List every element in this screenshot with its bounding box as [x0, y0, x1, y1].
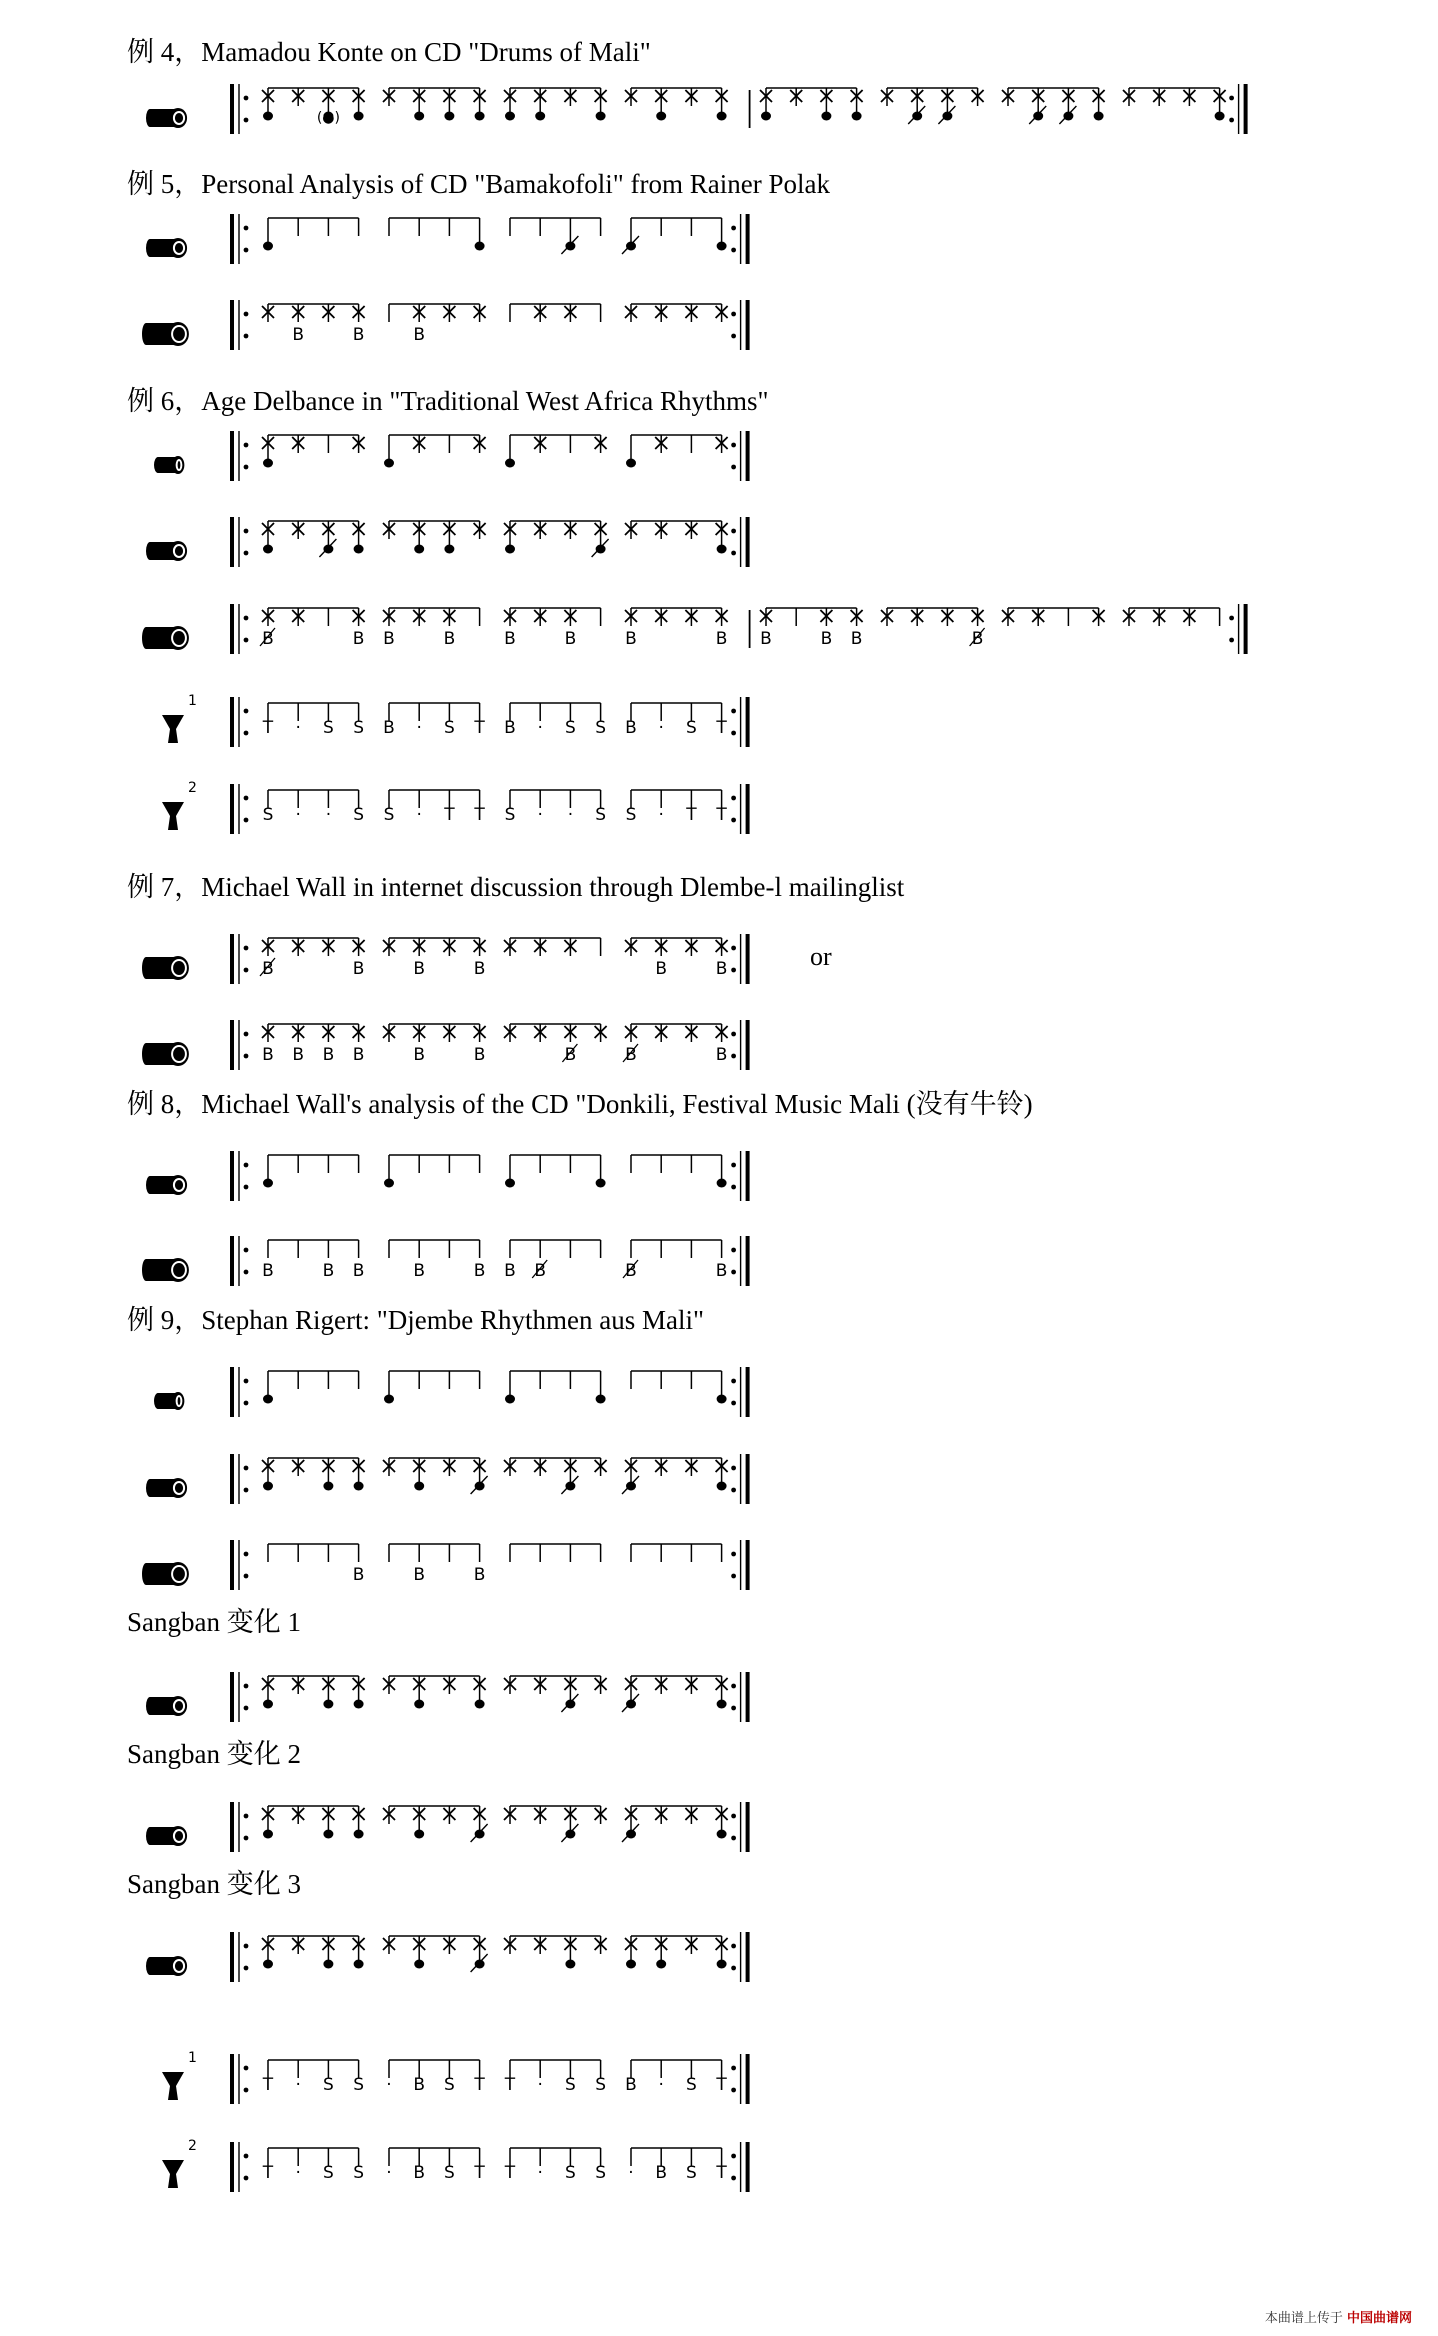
stroke-symbol: T: [262, 2163, 274, 2183]
stroke-symbol: S: [595, 2075, 606, 2095]
svg-text:B: B: [413, 1565, 426, 1585]
stroke-symbol: S: [323, 2075, 334, 2095]
stroke-symbol: S: [444, 2075, 455, 2095]
svg-text:B: B: [473, 1045, 486, 1065]
svg-text:B: B: [473, 1261, 486, 1281]
notation-staff-row: [0, 1008, 1438, 1092]
stroke-symbol: S: [565, 718, 576, 738]
stroke-symbol: ·: [537, 718, 543, 738]
rhythm-notation: [0, 2130, 1438, 2214]
example-heading: 例 8，Michael Wall's analysis of the CD "Donkili, Festival Music Mali (没有牛铃): [127, 1089, 1033, 1119]
stroke-symbol: S: [383, 805, 395, 825]
stroke-symbol: ·: [295, 718, 301, 738]
example-heading: 例 7，Michael Wall in internet discussion through Dlembe-l mailinglist: [127, 872, 905, 902]
rhythm-notation: [0, 922, 1438, 1006]
stroke-symbol: T: [504, 2163, 516, 2183]
svg-text:B: B: [534, 1261, 547, 1281]
svg-text:B: B: [292, 1045, 305, 1065]
svg-text:B: B: [850, 629, 863, 649]
stroke-symbol: S: [595, 2163, 606, 2183]
stroke-symbol: ·: [537, 805, 543, 825]
stroke-symbol: S: [625, 805, 637, 825]
svg-text:B: B: [971, 629, 984, 649]
stroke-symbol: S: [262, 805, 274, 825]
svg-text:B: B: [504, 1261, 516, 1281]
stroke-symbol: S: [565, 2075, 576, 2095]
rhythm-notation: [0, 2042, 1438, 2126]
notation-staff-row: [0, 1920, 1438, 2004]
svg-text:B: B: [413, 959, 426, 979]
djembe-part-number: 1: [188, 2050, 197, 2066]
stroke-symbol: S: [444, 2163, 455, 2183]
optional-note-mark: (●): [316, 110, 340, 126]
svg-text:B: B: [352, 1261, 365, 1281]
svg-text:B: B: [262, 629, 274, 649]
svg-text:B: B: [413, 1045, 426, 1065]
stroke-symbol: S: [686, 2075, 697, 2095]
stroke-symbol: S: [595, 805, 606, 825]
svg-text:B: B: [322, 1045, 335, 1065]
example-heading: 例 5，Personal Analysis of CD "Bamakofoli" from Rainer Polak: [127, 169, 830, 199]
stroke-symbol: B: [413, 2163, 426, 2183]
rhythm-notation: [0, 419, 1438, 503]
stroke-symbol: B: [413, 2075, 426, 2095]
footer-brand: 中国曲谱网: [1346, 2311, 1412, 2326]
svg-text:B: B: [715, 1045, 728, 1065]
rhythm-notation: [0, 1355, 1438, 1439]
stroke-symbol: ·: [416, 718, 422, 738]
svg-text:B: B: [504, 629, 516, 649]
svg-text:B: B: [413, 1261, 426, 1281]
svg-text:B: B: [352, 959, 365, 979]
svg-text:B: B: [443, 629, 456, 649]
stroke-symbol: S: [353, 805, 364, 825]
notation-staff-row: [0, 685, 1438, 769]
stroke-symbol: S: [686, 718, 697, 738]
notation-staff-row: [0, 1139, 1438, 1223]
svg-text:B: B: [715, 959, 728, 979]
stroke-symbol: T: [504, 2075, 516, 2095]
svg-text:B: B: [262, 959, 274, 979]
svg-text:B: B: [564, 629, 577, 649]
stroke-symbol: T: [716, 805, 727, 825]
svg-text:B: B: [322, 1261, 335, 1281]
rhythm-notation: [0, 288, 1438, 372]
notation-staff-row: [0, 2042, 1438, 2126]
stroke-symbol: T: [716, 2075, 727, 2095]
notation-staff-row: [0, 1442, 1438, 1526]
stroke-symbol: S: [444, 718, 455, 738]
stroke-symbol: S: [353, 2075, 364, 2095]
rhythm-notation: [0, 1920, 1438, 2004]
stroke-symbol: S: [353, 2163, 364, 2183]
notation-staff-row: [0, 419, 1438, 503]
stroke-symbol: ·: [386, 2075, 392, 2095]
example-heading: Sangban 变化 3: [127, 1869, 301, 1899]
example-heading: 例 9，Stephan Rigert: "Djembe Rhythmen aus Mali": [127, 1305, 704, 1335]
example-heading: 例 6，Age Delbance in "Traditional West Africa Rhythms": [127, 386, 769, 416]
rhythm-notation: [0, 72, 1438, 156]
stroke-symbol: ·: [295, 805, 301, 825]
svg-text:B: B: [383, 629, 395, 649]
stroke-symbol: B: [383, 718, 395, 738]
stroke-symbol: ·: [658, 2075, 664, 2095]
svg-text:B: B: [625, 1261, 637, 1281]
footer-credit: [1265, 2307, 1412, 2326]
rhythm-notation: [0, 1224, 1438, 1308]
svg-text:B: B: [715, 629, 728, 649]
footer-prefix: 本曲谱上传于: [1264, 2311, 1343, 2326]
djembe-part-number: 2: [188, 780, 197, 796]
stroke-symbol: T: [262, 718, 274, 738]
svg-text:B: B: [473, 959, 486, 979]
rhythm-notation: [0, 1008, 1438, 1092]
stroke-symbol: T: [474, 718, 485, 738]
svg-text:B: B: [413, 325, 426, 345]
stroke-symbol: ·: [325, 805, 332, 825]
notation-staff-row: [0, 922, 1438, 1006]
svg-text:B: B: [655, 959, 668, 979]
example-heading: 例 4，Mamadou Konte on CD "Drums of Mali": [127, 37, 651, 67]
stroke-symbol: S: [353, 718, 364, 738]
svg-text:B: B: [262, 1261, 274, 1281]
stroke-symbol: S: [323, 2163, 334, 2183]
svg-text:B: B: [625, 629, 637, 649]
svg-text:B: B: [625, 1045, 637, 1065]
stroke-symbol: S: [323, 718, 334, 738]
stroke-symbol: T: [686, 805, 697, 825]
stroke-symbol: ·: [658, 805, 664, 825]
svg-text:B: B: [473, 1565, 486, 1585]
stroke-symbol: T: [474, 2163, 485, 2183]
svg-text:B: B: [820, 629, 833, 649]
stroke-symbol: B: [655, 2163, 668, 2183]
stroke-symbol: B: [504, 718, 516, 738]
stroke-symbol: S: [686, 2163, 697, 2183]
notation-staff-row: [0, 1224, 1438, 1308]
stroke-symbol: T: [474, 805, 485, 825]
notation-staff-row: [0, 2130, 1438, 2214]
notation-staff-row: [0, 1355, 1438, 1439]
stroke-symbol: T: [716, 718, 727, 738]
notation-staff-row: [0, 772, 1438, 856]
rhythm-notation: [0, 202, 1438, 286]
stroke-symbol: B: [625, 718, 637, 738]
example-heading: Sangban 变化 2: [127, 1739, 301, 1769]
djembe-part-number: 2: [188, 2138, 197, 2154]
stroke-symbol: T: [262, 2075, 274, 2095]
notation-staff-row: [0, 202, 1438, 286]
notation-staff-row: [0, 505, 1438, 589]
rhythm-notation: [0, 505, 1438, 589]
stroke-symbol: ·: [295, 2075, 301, 2095]
stroke-symbol: ·: [628, 2163, 634, 2183]
svg-text:B: B: [352, 629, 365, 649]
svg-text:B: B: [352, 1565, 365, 1585]
stroke-symbol: ·: [537, 2163, 543, 2183]
example-heading: Sangban 变化 1: [127, 1607, 301, 1637]
svg-text:B: B: [262, 1045, 274, 1065]
svg-text:B: B: [760, 629, 772, 649]
notation-staff-row: [0, 288, 1438, 372]
stroke-symbol: S: [504, 805, 516, 825]
rhythm-notation: [0, 1139, 1438, 1223]
djembe-part-number: 1: [188, 693, 197, 709]
stroke-symbol: T: [474, 2075, 485, 2095]
stroke-symbol: ·: [386, 2163, 392, 2183]
stroke-symbol: B: [625, 2075, 637, 2095]
svg-text:B: B: [352, 325, 365, 345]
alternative-label: or: [810, 942, 832, 971]
stroke-symbol: ·: [658, 718, 664, 738]
notation-staff-row: [0, 592, 1438, 676]
rhythm-notation: [0, 1442, 1438, 1526]
rhythm-notation: [0, 772, 1438, 856]
svg-text:B: B: [564, 1045, 577, 1065]
stroke-symbol: ·: [416, 805, 422, 825]
stroke-symbol: ·: [537, 2075, 543, 2095]
stroke-symbol: S: [595, 718, 606, 738]
svg-text:B: B: [715, 1261, 728, 1281]
stroke-symbol: ·: [567, 805, 574, 825]
svg-text:B: B: [352, 1045, 365, 1065]
svg-text:B: B: [292, 325, 305, 345]
notation-staff-row: [0, 72, 1438, 156]
stroke-symbol: S: [565, 2163, 576, 2183]
stroke-symbol: T: [716, 2163, 727, 2183]
rhythm-notation: [0, 592, 1438, 676]
stroke-symbol: ·: [295, 2163, 301, 2183]
stroke-symbol: T: [444, 805, 455, 825]
rhythm-notation: [0, 685, 1438, 769]
